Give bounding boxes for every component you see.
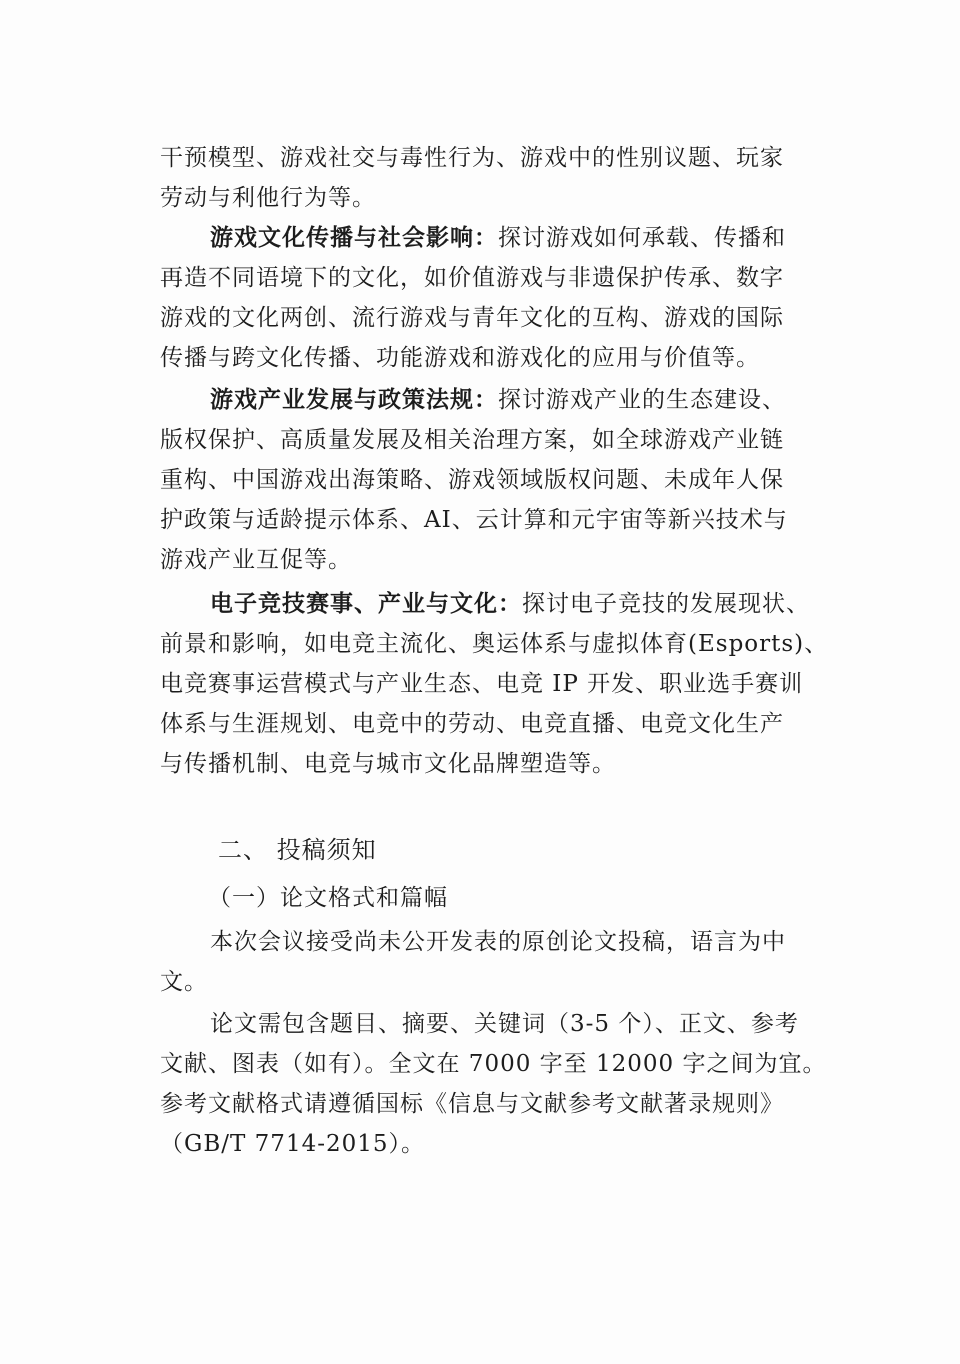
text-line: 护政策与适龄提示体系、AI、云计算和元宇宙等新兴技术与 — [160, 507, 788, 533]
subsection-heading: （一）论文格式和篇幅 — [208, 885, 448, 911]
topic-text: 探讨游戏产业的生态建设、 — [498, 387, 786, 413]
topic-title: 游戏产业发展与政策法规： — [210, 386, 498, 413]
topic-title: 游戏文化传播与社会影响： — [210, 224, 498, 251]
topic-title: 电子竞技赛事、产业与文化： — [210, 590, 522, 617]
topic-esports — [160, 584, 829, 784]
topic-first-line — [160, 218, 810, 258]
text-line: （GB/T 7714-2015）。 — [160, 1131, 426, 1157]
research-topic-continuation — [160, 138, 810, 218]
text-line: 劳动与利他行为等。 — [160, 185, 376, 211]
submission-paragraph-1 — [160, 922, 810, 1002]
submission-paragraph-2 — [160, 1004, 827, 1164]
text-line: 重构、中国游戏出海策略、游戏领域版权问题、未成年人保 — [160, 467, 784, 493]
topic-text: 探讨游戏如何承载、传播和 — [498, 225, 786, 251]
text-line: 与传播机制、电竞与城市文化品牌塑造等。 — [160, 751, 616, 777]
topic-first-line — [160, 584, 810, 624]
topic-first-line — [160, 380, 810, 420]
text-line: 前景和影响，如电竞主流化、奥运体系与虚拟体育(Esports)、 — [160, 631, 829, 657]
text-line: 文献、图表（如有）。全文在 7000 字至 12000 字之间为宜。 — [160, 1051, 827, 1077]
topic-game-industry — [160, 380, 810, 580]
text-line: 传播与跨文化传播、功能游戏和游戏化的应用与价值等。 — [160, 345, 760, 371]
text-line: 体系与生涯规划、电竞中的劳动、电竞直播、电竞文化生产 — [160, 711, 784, 737]
text-line: 文。 — [160, 969, 208, 995]
text-line: 论文需包含题目、摘要、关键词（3-5 个）、正文、参考 — [210, 1011, 799, 1037]
text-line: 版权保护、高质量发展及相关治理方案，如全球游戏产业链 — [160, 427, 784, 453]
text-line: 参考文献格式请遵循国标《信息与文献参考文献著录规则》 — [160, 1091, 784, 1117]
text-line: 游戏产业互促等。 — [160, 547, 352, 573]
text-line: 游戏的文化两创、流行游戏与青年文化的互构、游戏的国际 — [160, 305, 784, 331]
text-line: 再造不同语境下的文化，如价值游戏与非遗保护传承、数字 — [160, 265, 784, 291]
section-submission — [160, 830, 810, 870]
subsection-format — [160, 878, 810, 918]
topic-game-culture — [160, 218, 810, 378]
section-heading: 二、 投稿须知 — [218, 836, 377, 864]
text-line: 电竞赛事运营模式与产业生态、电竞 IP 开发、职业选手赛训 — [160, 671, 804, 697]
text-line: 干预模型、游戏社交与毒性行为、游戏中的性别议题、玩家 — [160, 145, 784, 171]
topic-text: 探讨电子竞技的发展现状、 — [522, 591, 810, 617]
text-line: 本次会议接受尚未公开发表的原创论文投稿，语言为中 — [210, 929, 786, 955]
